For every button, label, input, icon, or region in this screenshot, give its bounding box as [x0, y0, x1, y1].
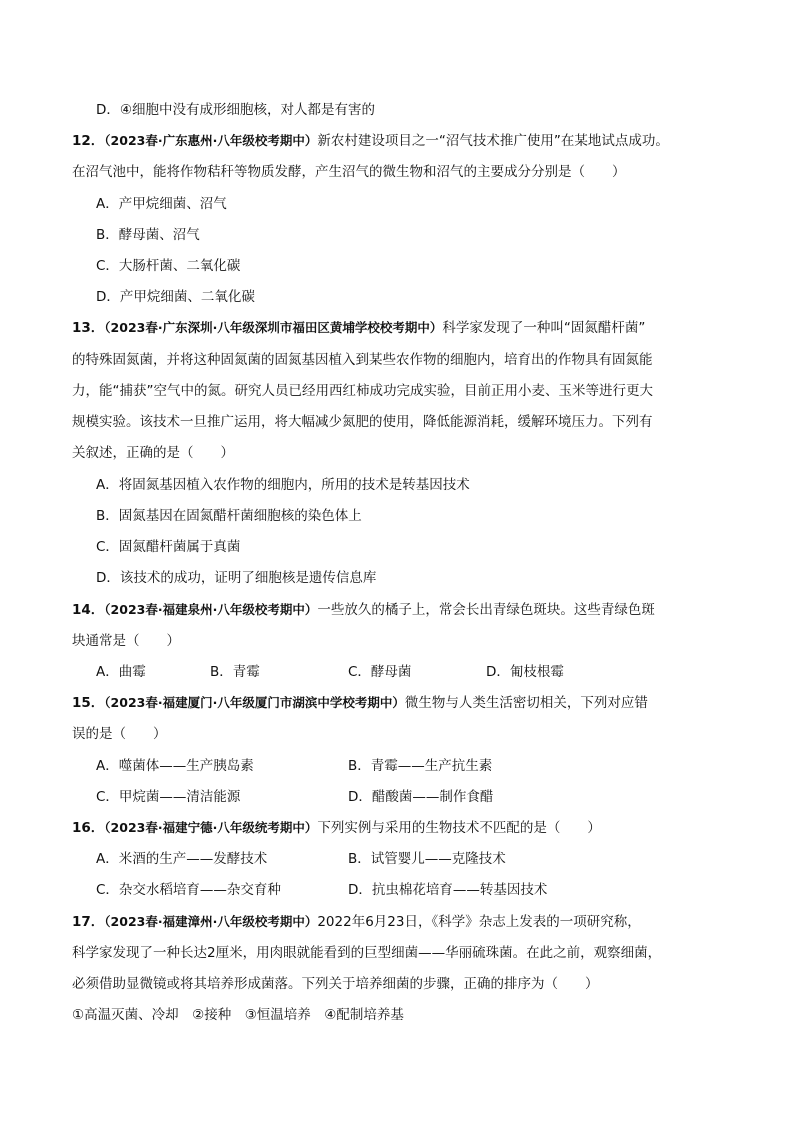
q14-number: 14． — [72, 602, 105, 618]
q13-number: 13． — [72, 320, 105, 336]
q14-option-a: A．曲霉 — [96, 664, 146, 680]
q13-stem-line-4: 规模实验。该技术一旦推广运用，将大幅减少氮肥的使用，降低能源消耗，缓解环境压力。下列有 — [72, 414, 653, 430]
q12-option-d: D．产甲烷细菌、二氧化碳 — [96, 289, 255, 305]
q16-option-b: B．试管婴儿——克隆技术 — [348, 851, 506, 867]
q14-stem-line-2: 块通常是（ ） — [72, 633, 180, 649]
q16-stem-line-1 — [72, 818, 601, 838]
q11-option-d: D．④细胞中没有成形细胞核，对人都是有害的 — [96, 102, 375, 118]
q17-stem-line-2: 科学家发现了一种长达2厘米，用肉眼就能看到的巨型细菌——华丽硫珠菌。在此之前，观察细菌， — [72, 945, 662, 961]
q12-stem-line-1 — [72, 131, 669, 151]
q13-stem-line-5: 关叙述，正确的是（ ） — [72, 445, 234, 461]
q13-stem-line-1 — [72, 318, 645, 338]
q17-stem-line-3: 必须借助显微镜或将其培养形成菌落。下列关于培养细菌的步骤，正确的排序为（ ） — [72, 976, 599, 992]
q15-number: 15． — [72, 695, 105, 711]
q14-stem-line-1 — [72, 600, 655, 620]
q13-text: 科学家发现了一种叫“固氮醋杆菌” — [442, 320, 646, 336]
q12-source: （2023春·广东惠州·八年级校考期中） — [104, 133, 318, 148]
q14-option-c: C．酵母菌 — [348, 664, 412, 680]
q13-option-b: B．固氮基因在固氮醋杆菌细胞核的染色体上 — [96, 508, 362, 524]
q16-option-a: A．米酒的生产——发酵技术 — [96, 851, 268, 867]
q15-option-b: B．青霉——生产抗生素 — [348, 758, 493, 774]
q15-text: 微生物与人类生活密切相关，下列对应错 — [404, 695, 648, 711]
q16-number: 16． — [72, 820, 105, 836]
q12-option-c: C．大肠杆菌、二氧化碳 — [96, 258, 241, 274]
q15-option-c: C．甲烷菌——清洁能源 — [96, 789, 241, 805]
q13-option-c: C．固氮醋杆菌属于真菌 — [96, 539, 241, 555]
q15-option-d: D．醋酸菌——制作食醋 — [348, 789, 494, 805]
q13-option-a: A．将固氮基因植入农作物的细胞内，所用的技术是转基因技术 — [96, 477, 470, 493]
q13-stem-line-3: 力，能“捕获”空气中的氮。研究人员已经用西红柿成功完成实验，目前正用小麦、玉米等进行更大 — [72, 383, 653, 399]
q13-stem-line-2: 的特殊固氮菌，并将这种固氮菌的固氮基因植入到某些农作物的细胞内，培育出的作物具有固氮能 — [72, 352, 653, 368]
q17-number: 17． — [72, 914, 105, 930]
q12-option-a: A．产甲烷细菌、沼气 — [96, 196, 227, 212]
q12-stem-line-2: 在沼气池中，能将作物秸秆等物质发酵，产生沼气的微生物和沼气的主要成分分别是（ ） — [72, 164, 626, 180]
q13-source: （2023春·广东深圳·八年级深圳市福田区黄埔学校校考期中） — [104, 320, 443, 335]
q13-option-d: D．该技术的成功，证明了细胞核是遗传信息库 — [96, 570, 377, 586]
q16-option-c: C．杂交水稻培育——杂交育种 — [96, 882, 281, 898]
q14-source: （2023春·福建泉州·八年级校考期中） — [104, 602, 318, 617]
q15-option-a: A．噬菌体——生产胰岛素 — [96, 758, 254, 774]
q17-source: （2023春·福建漳州·八年级校考期中） — [104, 914, 318, 929]
q12-option-b: B．酵母菌、沼气 — [96, 227, 200, 243]
q12-number: 12． — [72, 133, 105, 149]
q14-text: 一些放久的橘子上，常会长出青绿色斑块。这些青绿色斑 — [317, 602, 655, 618]
q15-source: （2023春·福建厦门·八年级厦门市湖滨中学校考期中） — [104, 695, 405, 710]
q17-steps: ①高温灭菌、冷却 ②接种 ③恒温培养 ④配制培养基 — [72, 1007, 404, 1023]
q17-text: 2022年6月23日，《科学》杂志上发表的一项研究称， — [317, 914, 641, 930]
q15-stem-line-1 — [72, 693, 648, 713]
q15-stem-line-2: 误的是（ ） — [72, 726, 167, 742]
q16-text: 下列实例与采用的生物技术不匹配的是（ ） — [317, 820, 601, 836]
q14-option-b: B．青霉 — [210, 664, 260, 680]
q17-stem-line-1 — [72, 912, 641, 932]
q16-source: （2023春·福建宁德·八年级统考期中） — [104, 820, 318, 835]
q14-option-d: D．匍枝根霉 — [486, 664, 564, 680]
q16-option-d: D．抗虫棉花培育——转基因技术 — [348, 882, 548, 898]
q12-text: 新农村建设项目之一“沼气技术推广使用”在某地试点成功。 — [317, 133, 669, 149]
